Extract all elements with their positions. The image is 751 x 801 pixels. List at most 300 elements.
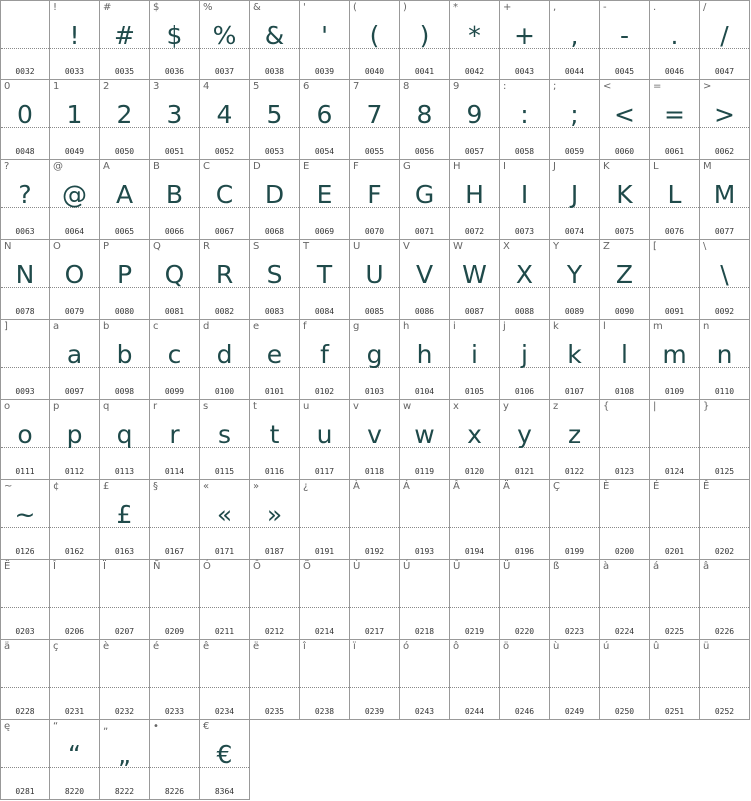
glyph-sample: ( xyxy=(369,21,380,50)
glyph-cell xyxy=(0,160,50,240)
char-label: Ä xyxy=(503,481,510,492)
glyph-cell xyxy=(450,400,500,480)
char-code: 0087 xyxy=(464,307,485,316)
char-code: 0098 xyxy=(114,387,135,396)
glyph-cell xyxy=(700,80,750,160)
char-code: 0099 xyxy=(164,387,185,396)
char-label: u xyxy=(303,401,310,412)
char-label: n xyxy=(703,321,710,332)
char-code: 0082 xyxy=(214,307,235,316)
glyph-cell xyxy=(250,560,300,640)
char-code: 0110 xyxy=(714,387,735,396)
baseline-guide xyxy=(600,447,649,448)
glyph-sample: J xyxy=(570,180,579,209)
glyph-sample: H xyxy=(465,180,484,209)
glyph-cell xyxy=(500,560,550,640)
char-code: 0037 xyxy=(214,67,235,76)
char-label: f xyxy=(303,321,307,332)
glyph-cell xyxy=(0,0,50,80)
glyph-cell xyxy=(200,80,250,160)
char-label: @ xyxy=(53,161,63,172)
glyph-cell xyxy=(600,240,650,320)
char-label: ; xyxy=(553,81,557,92)
char-label: \ xyxy=(703,241,707,252)
glyph-sample: 2 xyxy=(116,100,133,129)
glyph-sample: ) xyxy=(419,21,430,50)
glyph-cell xyxy=(50,160,100,240)
glyph-cell xyxy=(650,480,700,560)
char-label: y xyxy=(503,401,509,412)
glyph-cell xyxy=(350,160,400,240)
char-label: Û xyxy=(453,561,461,572)
char-label: , xyxy=(553,2,557,13)
char-code: 0054 xyxy=(314,147,335,156)
baseline-guide xyxy=(550,687,599,688)
baseline-guide xyxy=(500,687,549,688)
glyph-sample: 5 xyxy=(266,100,283,129)
glyph-cell xyxy=(200,480,250,560)
char-code: 0068 xyxy=(264,227,285,236)
glyph-sample: ? xyxy=(18,180,32,209)
char-code: 0073 xyxy=(514,227,535,236)
baseline-guide xyxy=(100,687,149,688)
char-label: P xyxy=(103,241,110,252)
char-code: 0089 xyxy=(564,307,585,316)
glyph-cell xyxy=(550,320,600,400)
char-label: ê xyxy=(203,641,210,652)
char-label: r xyxy=(153,401,158,412)
glyph-cell xyxy=(50,560,100,640)
char-code: 0047 xyxy=(714,67,735,76)
char-code: 0191 xyxy=(314,547,335,556)
char-code: 0092 xyxy=(714,307,735,316)
glyph-sample: € xyxy=(216,740,233,769)
baseline-guide xyxy=(700,527,749,528)
glyph-cell xyxy=(650,320,700,400)
char-code: 0083 xyxy=(264,307,285,316)
char-label: z xyxy=(553,401,559,412)
glyph-sample: D xyxy=(264,180,285,209)
baseline-guide xyxy=(50,607,99,608)
char-code: 0065 xyxy=(114,227,135,236)
char-label: U xyxy=(353,241,361,252)
glyph-cell xyxy=(450,80,500,160)
baseline-guide xyxy=(50,687,99,688)
char-label: Ó xyxy=(203,561,211,572)
char-code: 0196 xyxy=(514,547,535,556)
glyph-cell xyxy=(100,160,150,240)
baseline-guide xyxy=(350,527,399,528)
char-code: 0212 xyxy=(264,627,285,636)
char-code: 0060 xyxy=(614,147,635,156)
char-code: 0036 xyxy=(164,67,185,76)
glyph-sample: « xyxy=(216,500,233,529)
glyph-sample: o xyxy=(17,420,33,449)
glyph-cell xyxy=(500,480,550,560)
char-code: 0097 xyxy=(64,387,85,396)
char-label: X xyxy=(503,241,510,252)
glyph-cell xyxy=(0,480,50,560)
char-label: 8 xyxy=(403,81,410,92)
glyph-cell xyxy=(100,400,150,480)
char-label: v xyxy=(353,401,359,412)
char-code: 0126 xyxy=(15,547,35,556)
char-code: 0063 xyxy=(15,227,35,236)
glyph-cell xyxy=(100,240,150,320)
char-code: 0070 xyxy=(364,227,385,236)
glyph-cell xyxy=(600,640,650,720)
baseline-guide xyxy=(600,527,649,528)
char-label: T xyxy=(303,241,310,252)
glyph-cell xyxy=(650,0,700,80)
char-label: ó xyxy=(403,641,410,652)
char-code: 0062 xyxy=(714,147,735,156)
glyph-cell xyxy=(600,480,650,560)
char-label: o xyxy=(4,401,11,412)
char-label: 0 xyxy=(4,81,11,92)
glyph-sample: t xyxy=(269,420,280,449)
glyph-sample: K xyxy=(616,180,633,209)
glyph-cell xyxy=(0,400,50,480)
char-code: 0224 xyxy=(614,627,635,636)
baseline-guide xyxy=(700,687,749,688)
char-code: 0217 xyxy=(364,627,385,636)
char-label: 6 xyxy=(303,81,310,92)
glyph-cell xyxy=(450,160,500,240)
baseline-guide xyxy=(700,607,749,608)
char-label: ù xyxy=(553,641,560,652)
char-code: 0251 xyxy=(664,707,685,716)
char-label: Y xyxy=(553,241,560,252)
char-label: B xyxy=(153,161,160,172)
char-label: l xyxy=(603,321,606,332)
glyph-sample: m xyxy=(662,340,687,369)
glyph-sample: U xyxy=(365,260,384,289)
char-code: 0252 xyxy=(714,707,735,716)
glyph-sample: “ xyxy=(68,740,81,769)
glyph-cell xyxy=(250,0,300,80)
char-code: 0075 xyxy=(614,227,635,236)
glyph-cell xyxy=(650,560,700,640)
baseline-guide xyxy=(150,767,199,768)
char-label: i xyxy=(453,321,456,332)
char-code: 0086 xyxy=(414,307,435,316)
glyph-sample: I xyxy=(520,180,529,209)
glyph-sample: # xyxy=(114,21,135,50)
glyph-sample: e xyxy=(266,340,283,369)
char-code: 0232 xyxy=(114,707,135,716)
baseline-guide xyxy=(100,607,149,608)
glyph-cell xyxy=(300,0,350,80)
char-code: 0044 xyxy=(564,67,585,76)
glyph-sample: T xyxy=(316,260,333,289)
char-code: 0052 xyxy=(214,147,235,156)
glyph-sample: N xyxy=(15,260,35,289)
char-label: { xyxy=(603,401,610,412)
baseline-guide xyxy=(600,687,649,688)
char-code: 0231 xyxy=(64,707,85,716)
char-code: 0111 xyxy=(15,467,35,476)
glyph-cell xyxy=(350,640,400,720)
char-label: Ñ xyxy=(153,561,161,572)
char-code: 0045 xyxy=(614,67,635,76)
glyph-sample: & xyxy=(264,21,285,50)
glyph-cell xyxy=(500,0,550,80)
glyph-cell xyxy=(600,320,650,400)
char-label: 4 xyxy=(203,81,210,92)
char-code: 0061 xyxy=(664,147,685,156)
glyph-sample: 0 xyxy=(17,100,33,129)
char-code: 0101 xyxy=(264,387,285,396)
char-label: ( xyxy=(353,2,357,13)
glyph-cell xyxy=(0,640,50,720)
char-code: 0201 xyxy=(664,547,685,556)
baseline-guide xyxy=(550,607,599,608)
glyph-sample: q xyxy=(116,420,133,449)
char-code: 0104 xyxy=(414,387,435,396)
glyph-cell xyxy=(50,400,100,480)
glyph-sample: Y xyxy=(566,260,583,289)
glyph-sample: £ xyxy=(116,500,133,529)
baseline-guide xyxy=(300,607,349,608)
baseline-guide xyxy=(50,527,99,528)
char-label: ! xyxy=(53,2,58,13)
glyph-cell xyxy=(300,560,350,640)
glyph-sample: L xyxy=(667,180,682,209)
glyph-sample: S xyxy=(266,260,283,289)
char-code: 0048 xyxy=(15,147,35,156)
glyph-sample: F xyxy=(367,180,382,209)
glyph-cell xyxy=(550,400,600,480)
glyph-cell xyxy=(550,640,600,720)
glyph-cell xyxy=(550,240,600,320)
char-label: ' xyxy=(303,2,306,13)
char-label: m xyxy=(653,321,663,332)
glyph-sample: v xyxy=(367,420,382,449)
char-label: ä xyxy=(4,641,11,652)
glyph-cell xyxy=(300,320,350,400)
char-label: § xyxy=(153,481,158,492)
baseline-guide xyxy=(650,527,699,528)
glyph-sample: X xyxy=(515,260,534,289)
char-code: 0121 xyxy=(514,467,535,476)
char-code: 0246 xyxy=(514,707,535,716)
glyph-sample: : xyxy=(520,100,529,129)
char-label: G xyxy=(403,161,411,172)
char-code: 0088 xyxy=(514,307,535,316)
char-code: 0233 xyxy=(164,707,185,716)
baseline-guide xyxy=(450,687,499,688)
glyph-cell xyxy=(550,560,600,640)
char-label: û xyxy=(653,641,660,652)
char-code: 0219 xyxy=(464,627,485,636)
char-code: 0056 xyxy=(414,147,435,156)
char-code: 0049 xyxy=(64,147,85,156)
glyph-cell xyxy=(650,400,700,480)
char-code: 0079 xyxy=(64,307,85,316)
char-label: £ xyxy=(103,481,110,492)
glyph-cell xyxy=(650,240,700,320)
char-label: ? xyxy=(4,161,10,172)
glyph-cell xyxy=(350,320,400,400)
char-label: W xyxy=(453,241,463,252)
char-label: „ xyxy=(103,721,109,732)
char-code: 0055 xyxy=(364,147,385,156)
char-label: Á xyxy=(403,481,410,492)
char-label: a xyxy=(53,321,60,332)
char-code: 0225 xyxy=(664,627,685,636)
char-label: ¢ xyxy=(53,481,60,492)
char-label: t xyxy=(253,401,257,412)
baseline-guide xyxy=(1,367,49,368)
glyph-sample: i xyxy=(471,340,478,369)
char-label: ~ xyxy=(4,481,13,492)
char-label: x xyxy=(453,401,459,412)
char-label: 5 xyxy=(253,81,260,92)
glyph-cell xyxy=(400,80,450,160)
char-label: $ xyxy=(153,2,160,13)
baseline-guide xyxy=(1,687,49,688)
char-label: À xyxy=(353,481,360,492)
char-code: 0057 xyxy=(464,147,485,156)
baseline-guide xyxy=(650,447,699,448)
glyph-cell xyxy=(350,0,400,80)
char-label: k xyxy=(553,321,559,332)
glyph-cell xyxy=(300,240,350,320)
char-label: ) xyxy=(403,2,407,13)
char-code: 0163 xyxy=(114,547,135,556)
char-label: N xyxy=(4,241,12,252)
char-label: Ú xyxy=(403,561,411,572)
glyph-cell xyxy=(700,320,750,400)
char-code: 0239 xyxy=(364,707,385,716)
glyph-sample: - xyxy=(619,21,630,50)
glyph-cell xyxy=(600,560,650,640)
glyph-cell xyxy=(450,0,500,80)
char-label: C xyxy=(203,161,210,172)
glyph-sample: + xyxy=(514,21,535,50)
glyph-sample: @ xyxy=(62,180,87,209)
glyph-sample: P xyxy=(116,260,133,289)
char-label: F xyxy=(353,161,359,172)
char-code: 8364 xyxy=(214,787,235,796)
char-code: 0207 xyxy=(114,627,135,636)
baseline-guide xyxy=(350,687,399,688)
char-code: 0050 xyxy=(114,147,135,156)
glyph-cell xyxy=(250,240,300,320)
glyph-cell xyxy=(150,400,200,480)
glyph-cell xyxy=(250,480,300,560)
char-label: Q xyxy=(153,241,161,252)
char-label: î xyxy=(303,641,306,652)
char-code: 0078 xyxy=(15,307,35,316)
glyph-cell xyxy=(600,400,650,480)
char-label: s xyxy=(203,401,209,412)
glyph-cell xyxy=(600,160,650,240)
char-label: » xyxy=(253,481,260,492)
char-label: Â xyxy=(453,481,460,492)
glyph-sample: » xyxy=(266,500,283,529)
glyph-cell xyxy=(0,240,50,320)
char-label: S xyxy=(253,241,260,252)
char-label: à xyxy=(603,561,610,572)
glyph-sample: n xyxy=(716,340,733,369)
char-label: < xyxy=(603,81,612,92)
glyph-sample: ~ xyxy=(14,500,36,529)
char-code: 0109 xyxy=(664,387,685,396)
glyph-sample: w xyxy=(414,420,435,449)
glyph-cell xyxy=(300,400,350,480)
char-code: 0102 xyxy=(314,387,335,396)
char-code: 0041 xyxy=(414,67,435,76)
char-code: 0106 xyxy=(514,387,535,396)
glyph-cell xyxy=(100,80,150,160)
char-label: ö xyxy=(503,641,510,652)
char-label: E xyxy=(303,161,310,172)
glyph-sample: * xyxy=(468,21,481,50)
glyph-cell xyxy=(550,480,600,560)
char-label: 7 xyxy=(353,81,360,92)
glyph-sample: k xyxy=(567,340,582,369)
baseline-guide xyxy=(250,687,299,688)
glyph-sample: M xyxy=(713,180,736,209)
char-code: 0281 xyxy=(15,787,35,796)
baseline-guide xyxy=(600,607,649,608)
glyph-cell xyxy=(450,320,500,400)
char-code: 0123 xyxy=(614,467,635,476)
baseline-guide xyxy=(150,687,199,688)
char-code: 0200 xyxy=(614,547,635,556)
char-code: 0209 xyxy=(164,627,185,636)
glyph-cell xyxy=(350,560,400,640)
char-label: d xyxy=(203,321,210,332)
glyph-cell xyxy=(550,160,600,240)
char-label: ï xyxy=(353,641,356,652)
glyph-sample: 1 xyxy=(66,100,83,129)
glyph-cell xyxy=(200,720,250,800)
char-label: Z xyxy=(603,241,610,252)
char-label: h xyxy=(403,321,410,332)
char-label: ç xyxy=(53,641,59,652)
glyph-cell xyxy=(50,80,100,160)
glyph-sample: > xyxy=(714,100,735,129)
char-code: 0071 xyxy=(414,227,435,236)
baseline-guide xyxy=(450,527,499,528)
glyph-cell xyxy=(600,80,650,160)
glyph-sample: y xyxy=(517,420,532,449)
char-code: 0235 xyxy=(264,707,285,716)
baseline-guide xyxy=(500,607,549,608)
char-label: â xyxy=(703,561,710,572)
glyph-cell xyxy=(200,160,250,240)
char-label: Ç xyxy=(553,481,560,492)
glyph-cell xyxy=(250,400,300,480)
glyph-cell xyxy=(200,560,250,640)
glyph-cell xyxy=(500,400,550,480)
char-label: 1 xyxy=(53,81,60,92)
glyph-cell xyxy=(50,480,100,560)
glyph-cell xyxy=(700,160,750,240)
glyph-cell xyxy=(700,480,750,560)
glyph-sample: 4 xyxy=(216,100,233,129)
char-label: Ô xyxy=(253,561,261,572)
glyph-sample: / xyxy=(720,21,729,50)
char-code: 0125 xyxy=(714,467,735,476)
char-label: J xyxy=(553,161,556,172)
baseline-guide xyxy=(400,527,449,528)
char-label: Ï xyxy=(103,561,106,572)
glyph-cell xyxy=(400,560,450,640)
